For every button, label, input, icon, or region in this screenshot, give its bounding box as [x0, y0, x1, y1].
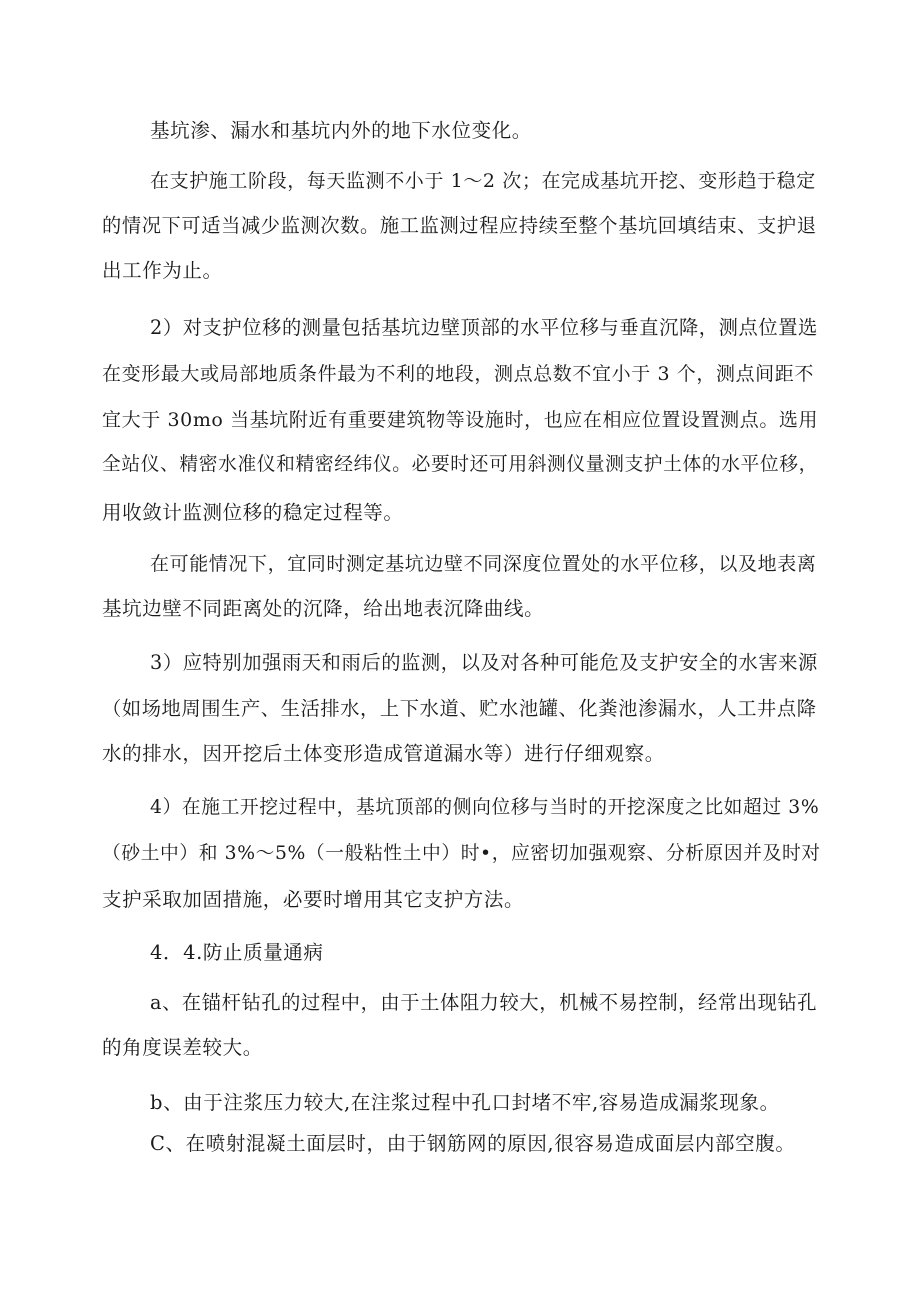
text-line: 2）对支护位移的测量包括基坑边壁顶部的水平位移与垂直沉降，测点位置选: [150, 316, 818, 339]
text-line: 在可能情况下，宜同时测定基坑边壁不同深度位置处的水平位移，以及地表离: [150, 553, 817, 575]
text-line: 支护采取加固措施，必要时增用其它支护方法。: [102, 888, 525, 911]
text-line: 基坑渗、漏水和基坑内外的地下水位变化。: [150, 119, 532, 142]
text-line: 出工作为止。: [102, 259, 223, 282]
text-line: C、在喷射混凝土面层时，由于钢筋网的原因,很容易造成面层内部空腹。: [150, 1132, 796, 1155]
text-line: （砂土中）和 3%～5%（一般粘性土中）时•，应密切加强观察、分析原因并及时对: [102, 843, 821, 864]
text-line: 3）应特别加强雨天和雨后的监测，以及对各种可能危及支护安全的水害来源: [150, 651, 818, 674]
text-line: 用收敛计监测位移的稳定过程等。: [102, 501, 404, 524]
text-line: 4）在施工开挖过程中，基坑顶部的侧向位移与当时的开挖深度之比如超过 3%: [150, 797, 820, 818]
text-line: 全站仪、精密水准仪和精密经纬仪。必要时还可用斜测仪量测支护土体的水平位移，: [102, 454, 818, 475]
text-line: a、在锚杆钻孔的过程中，由于土体阻力较大，机械不易控制，经常出现钻孔: [150, 991, 818, 1014]
text-line: 在支护施工阶段，每天监测不小于 1～2 次；在完成基坑开挖、变形趋于稳定: [150, 170, 816, 192]
text-line: （如场地周围生产、生活排水，上下水道、贮水池罐、化粪池渗漏水，人工井点降: [102, 697, 817, 720]
text-line: 基坑边壁不同距离处的沉降，给出地表沉降曲线。: [102, 597, 545, 620]
text-line: 的情况下可适当减少监测次数。施工监测过程应持续至整个基坑回填结束、支护退: [102, 214, 817, 237]
text-line: b、由于注浆压力较大,在注浆过程中孔口封堵不牢,容易造成漏浆现象。: [150, 1091, 780, 1114]
section-heading: 4．4.防止质量通病: [150, 941, 324, 964]
text-line: 宜大于 30mo 当基坑附近有重要建筑物等设施时，也应在相应位置设置测点。选用: [102, 409, 819, 431]
text-line: 在变形最大或局部地质条件最为不利的地段，测点总数不宜小于 3 个，测点间距不: [102, 363, 814, 385]
text-line: 的角度误差较大。: [102, 1036, 263, 1059]
text-line: 水的排水，因开挖后土体变形造成管道漏水等）进行仔细观察。: [102, 742, 665, 765]
